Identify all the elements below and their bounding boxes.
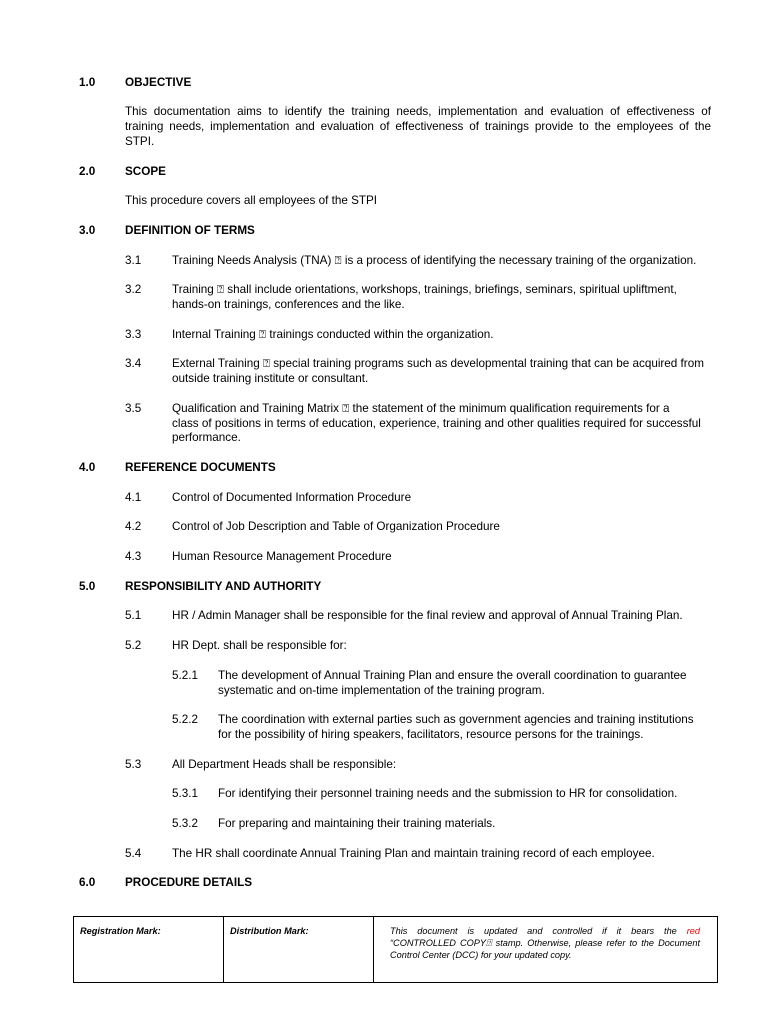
section-number: 1.0 (79, 75, 96, 89)
item-line: Training Needs Analysis (TNA) ⍰ is a process of identifying the necessary training of the organization. (172, 253, 697, 267)
document-body (0, 76, 768, 906)
definition-item (0, 254, 768, 269)
notice-line (390, 925, 700, 937)
item-text (172, 357, 768, 387)
subitem-number: 5.3.1 (172, 787, 198, 801)
section-title: PROCEDURE DETAILS (125, 876, 253, 890)
item-line: HR Dept. shall be responsible for: (172, 639, 347, 653)
paragraph-line: This procedure covers all employees of the STPI (125, 194, 378, 208)
notice-text: This document is updated and controlled if it bears the (390, 926, 677, 936)
section-number: 2.0 (79, 164, 96, 178)
item-line: All Department Heads shall be responsible: (172, 757, 397, 771)
item-number: 4.2 (125, 520, 142, 534)
responsibility-item (0, 847, 768, 862)
definition-item (0, 357, 768, 387)
section-heading-objective (0, 76, 768, 91)
item-line: Internal Training ⍰ trainings conducted within the organization. (172, 327, 494, 341)
responsibility-item (0, 639, 768, 654)
item-number: 5.4 (125, 846, 142, 860)
section-title: RESPONSIBILITY AND AUTHORITY (125, 579, 322, 593)
item-line: The development of Annual Training Plan and ensure the overall coordination to guarantee (218, 668, 687, 682)
item-number: 5.3 (125, 757, 142, 771)
scope-paragraph (125, 194, 711, 209)
reference-item (0, 550, 768, 565)
item-line: outside training institute or consultant. (172, 372, 369, 386)
subitem-text (218, 713, 768, 743)
section-heading-responsibility (0, 580, 768, 595)
item-line: for the possibility of hiring speakers, facilitators, resource persons for the trainings. (218, 728, 644, 742)
item-text (172, 328, 768, 343)
responsibility-item (0, 758, 768, 773)
item-number: 4.1 (125, 490, 142, 504)
item-text (172, 254, 768, 269)
distribution-mark-cell (224, 917, 374, 982)
subitem-number: 5.2.1 (172, 668, 198, 682)
item-line: Control of Documented Information Procedure (172, 490, 412, 504)
subitem-text (218, 817, 768, 832)
item-number: 5.1 (125, 609, 142, 623)
responsibility-subitem (0, 669, 768, 699)
item-text (172, 491, 768, 506)
section-number: 4.0 (79, 461, 96, 475)
item-line: Training ⍰ shall include orientations, workshops, trainings, briefings, seminars, spiritual upliftment, (172, 283, 677, 297)
subitem-text (218, 787, 768, 802)
paragraph-line: training needs, implementation and evaluation of effectiveness of trainings provide to the employees of the (125, 120, 711, 134)
section-title: REFERENCE DOCUMENTS (125, 461, 276, 475)
subitem-text (218, 669, 768, 699)
item-text (172, 609, 768, 624)
responsibility-subitem (0, 817, 768, 832)
section-number: 5.0 (79, 579, 96, 593)
section-title: SCOPE (125, 164, 166, 178)
item-line: Human Resource Management Procedure (172, 550, 392, 564)
section-number: 6.0 (79, 876, 96, 890)
notice-line: “CONTROLLED COPY⍰ stamp. Otherwise, please refer to the Document (390, 938, 700, 948)
item-line: For identifying their personnel training needs and the submission to HR for consolidation. (218, 787, 678, 801)
subitem-number: 5.2.2 (172, 713, 198, 727)
footer-control-table (73, 916, 718, 983)
notice-line: Control Center (DCC) for your updated copy. (390, 950, 572, 960)
section-heading-definitions (0, 224, 768, 239)
reference-item (0, 491, 768, 506)
item-number: 4.3 (125, 550, 142, 564)
item-text (172, 758, 768, 773)
responsibility-subitem (0, 787, 768, 802)
definition-item (0, 402, 768, 446)
objective-paragraph (125, 105, 711, 149)
definition-item (0, 283, 768, 313)
item-line: HR / Admin Manager shall be responsible for the final review and approval of Annual Training Plan. (172, 609, 683, 623)
item-number: 3.5 (125, 401, 142, 415)
subitem-number: 5.3.2 (172, 817, 198, 830)
item-number: 3.3 (125, 327, 142, 341)
item-number: 3.4 (125, 357, 142, 371)
distribution-mark-label: Distribution Mark: (230, 926, 309, 936)
item-number: 3.2 (125, 283, 142, 297)
item-line: The coordination with external parties such as government agencies and training institutions (218, 713, 694, 727)
item-line: class of positions in terms of education, experience, training and other qualities required for successful (172, 416, 701, 430)
item-line: performance. (172, 431, 241, 445)
section-heading-procedure-details (0, 876, 768, 891)
section-heading-references (0, 461, 768, 476)
item-line: Qualification and Training Matrix ⍰ the statement of the minimum qualification requirements for a (172, 401, 670, 415)
item-line: hands-on trainings, conferences and the like. (172, 298, 405, 312)
registration-mark-cell (74, 917, 224, 982)
reference-item (0, 520, 768, 535)
item-text (172, 520, 768, 535)
notice-red-word: red (686, 926, 700, 936)
item-text (172, 283, 768, 313)
item-number: 5.2 (125, 639, 142, 653)
section-title: OBJECTIVE (125, 75, 192, 89)
item-line: systematic and on-time implementation of the training program. (218, 683, 545, 697)
section-heading-scope (0, 165, 768, 180)
registration-mark-label: Registration Mark: (80, 926, 161, 936)
responsibility-subitem (0, 713, 768, 743)
item-text (172, 550, 768, 565)
responsibility-item (0, 609, 768, 624)
definition-item (0, 328, 768, 343)
item-line: Control of Job Description and Table of Organization Procedure (172, 520, 500, 534)
paragraph-line: This documentation aims to identify the training needs, implementation and evaluation of effectiveness of (125, 105, 711, 119)
item-text (172, 847, 768, 862)
paragraph-line: STPI. (125, 134, 155, 148)
item-text (172, 402, 768, 446)
section-title: DEFINITION OF TERMS (125, 223, 255, 237)
item-text (172, 639, 768, 654)
item-line: External Training ⍰ special training programs such as developmental training that can be acquired from (172, 357, 704, 371)
item-line: For preparing and maintaining their training materials. (218, 817, 496, 830)
controlled-copy-notice (374, 917, 717, 982)
item-line: The HR shall coordinate Annual Training Plan and maintain training record of each employee. (172, 846, 655, 860)
section-number: 3.0 (79, 223, 96, 237)
item-number: 3.1 (125, 253, 142, 267)
